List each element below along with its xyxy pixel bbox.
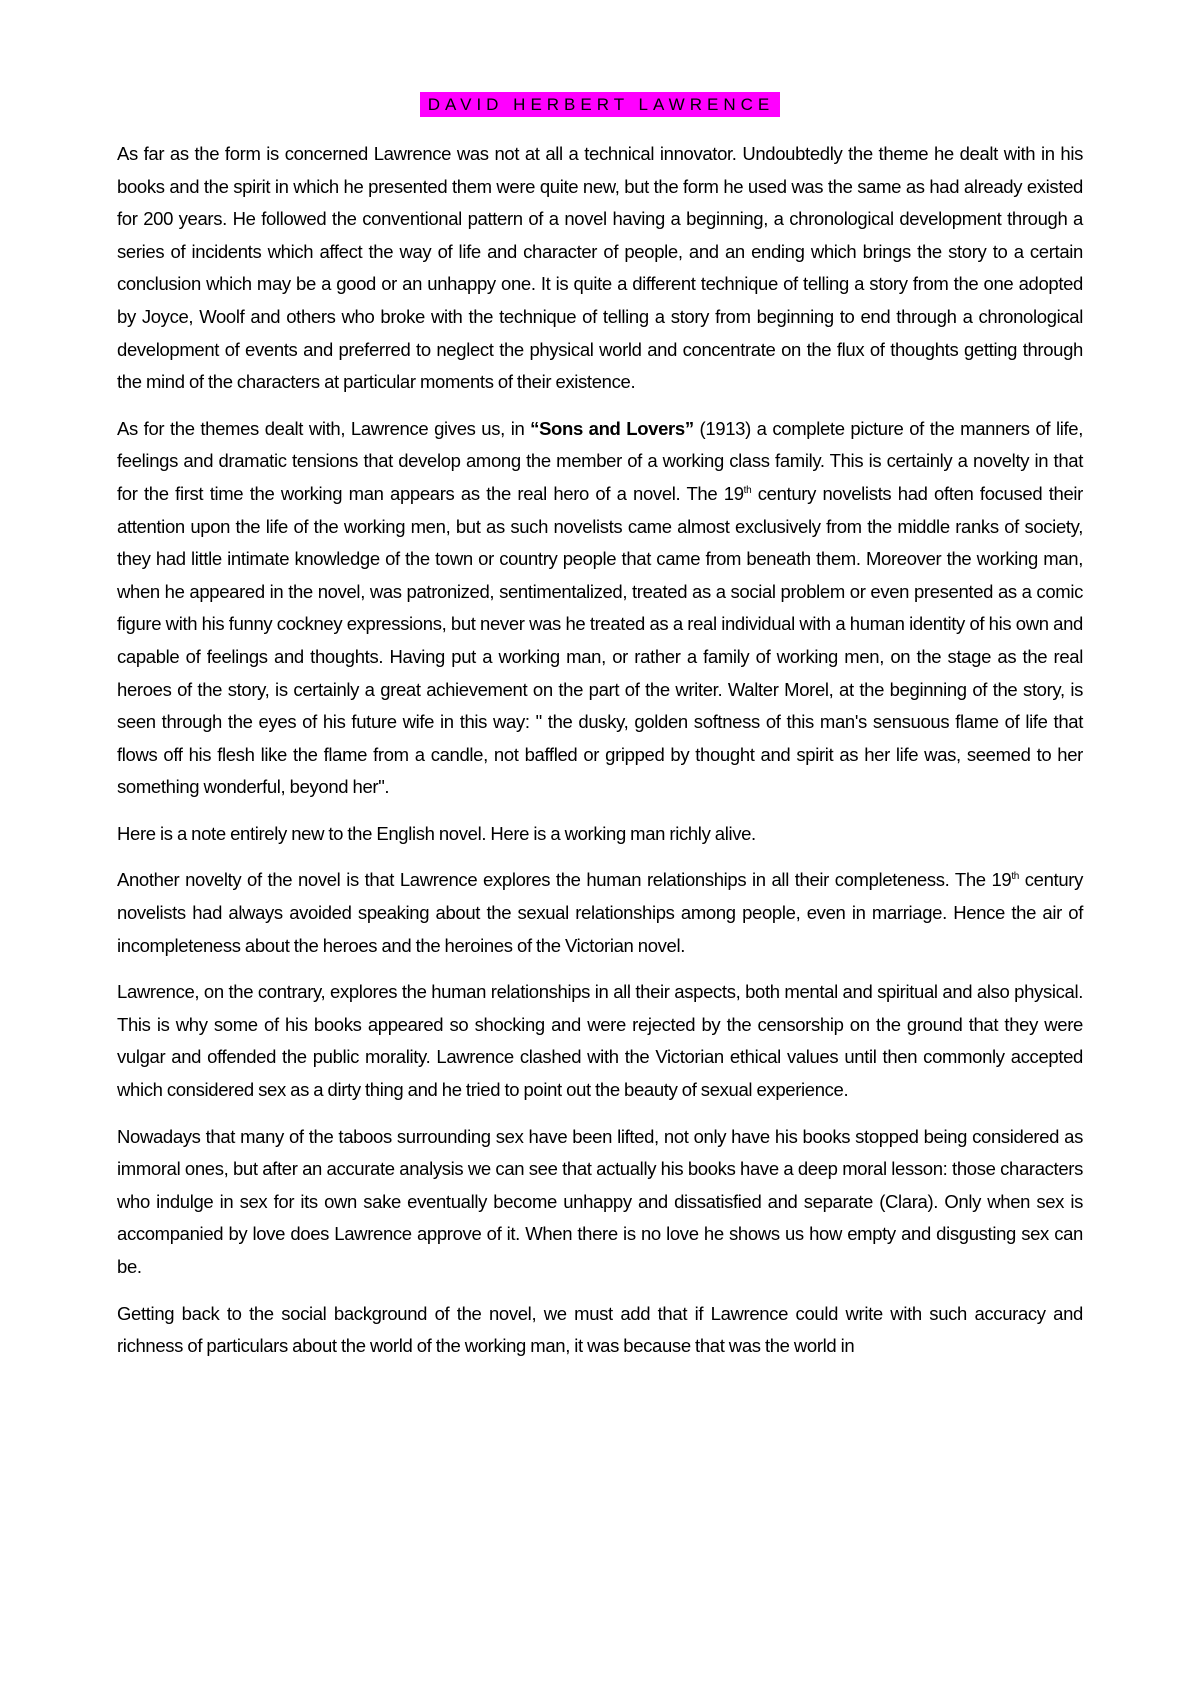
paragraph-5: Lawrence, on the contrary, explores the human relationships in all their aspects, both mental and spiritual and also physical. This is why some of his books appeared so shocking and were rejected by the censorship on the ground that they were vulgar and offended the public morality. Lawrence clashed with the Victorian ethical values until then commonly accepted which considered sex as a dirty thing and he tried to point out the beauty of sexual experience. [117, 981, 1083, 1101]
paragraph-4-part-b: century novelists had always avoided speaking about the sexual relationships among people, even in marriage. Hence the air of incompleteness about the heroes and the heroines of the Victorian novel. [117, 869, 1083, 956]
document-title: DAVID HERBERT LAWRENCE [420, 92, 780, 117]
title-container [0, 92, 1200, 117]
document-body [117, 138, 1083, 1377]
paragraph-2-part-a: As for the themes dealt with, Lawrence gives us, in [117, 417, 531, 439]
paragraph-1: As far as the form is concerned Lawrence was not at all a technical innovator. Undoubtedly the theme he dealt with in his books and the spirit in which he presented them were quite new, but the form he used was the same as had already existed for 200 years. He followed the conventional pattern of a novel having a beginning, a chronological development through a series of incidents which affect the way of life and character of people, and an ending which brings the story to a certain conclusion which may be a good or an unhappy one. It is quite a different technique of telling a story from the one adopted by Joyce, Woolf and others who broke with the technique of telling a story from beginning to end through a chronological development of events and preferred to neglect the physical world and concentrate on the flux of thoughts getting through the mind of the characters at particular moments of their existence. [117, 143, 1083, 393]
paragraph-6: Nowadays that many of the taboos surrounding sex have been lifted, not only have his books stopped being considered as immoral ones, but after an accurate analysis we can see that actually his books have a deep moral lesson: those characters who indulge in sex for its own sake eventually become unhappy and dissatisfied and separate (Clara). Only when sex is accompanied by love does Lawrence approve of it. When there is no love he shows us how empty and disgusting sex can be. [117, 1125, 1083, 1277]
paragraph-7: Getting back to the social background of the novel, we must add that if Lawrence could write with such accuracy and richness of particulars about the world of the working man, it was because that was the world in [117, 1302, 1083, 1357]
paragraph-2-part-c: century novelists had often focused their attention upon the life of the working men, but as such novelists came almost exclusively from the middle ranks of society, they had little intimate knowledge of the town or country people that came from beneath them. Moreover the working man, when he appeared in the novel, was patronized, sentimentalized, treated as a social problem or even presented as a comic figure with his funny cockney expressions, but never was he treated as a real individual with a human identity of his own and capable of feelings and thoughts. Having put a working man, or rather a family of working men, on the stage as the real heroes of the story, is certainly a great achievement on the part of the writer. Walter Morel, at the beginning of the story, is seen through the eyes of his future wife in this way: " the dusky, golden softness of this man's sensuous flame of life that flows off his flesh like the flame from a candle, not baffled or gripped by thought and spirit as her life was, seemed to her something wonderful, beyond her". [117, 482, 1083, 798]
ordinal-suffix: th [1011, 871, 1019, 883]
paragraph-2 [117, 413, 1083, 804]
paragraph-3: Here is a note entirely new to the English novel. Here is a working man richly alive. [117, 822, 756, 844]
paragraph-2-part-b: (1913) a complete picture of the manners of life, feelings and dramatic tensions that develop among the member of a working class family. This is certainly a novelty in that for the first time the working man appears as the real hero of a novel. The 19 [117, 417, 1083, 504]
paragraph-4 [117, 864, 1083, 962]
book-title-sons-and-lovers: “Sons and Lovers” [530, 417, 694, 439]
paragraph-4-part-a: Another novelty of the novel is that Lawrence explores the human relationships in all their completeness. The 19 [117, 869, 1012, 891]
ordinal-suffix: th [743, 484, 752, 496]
